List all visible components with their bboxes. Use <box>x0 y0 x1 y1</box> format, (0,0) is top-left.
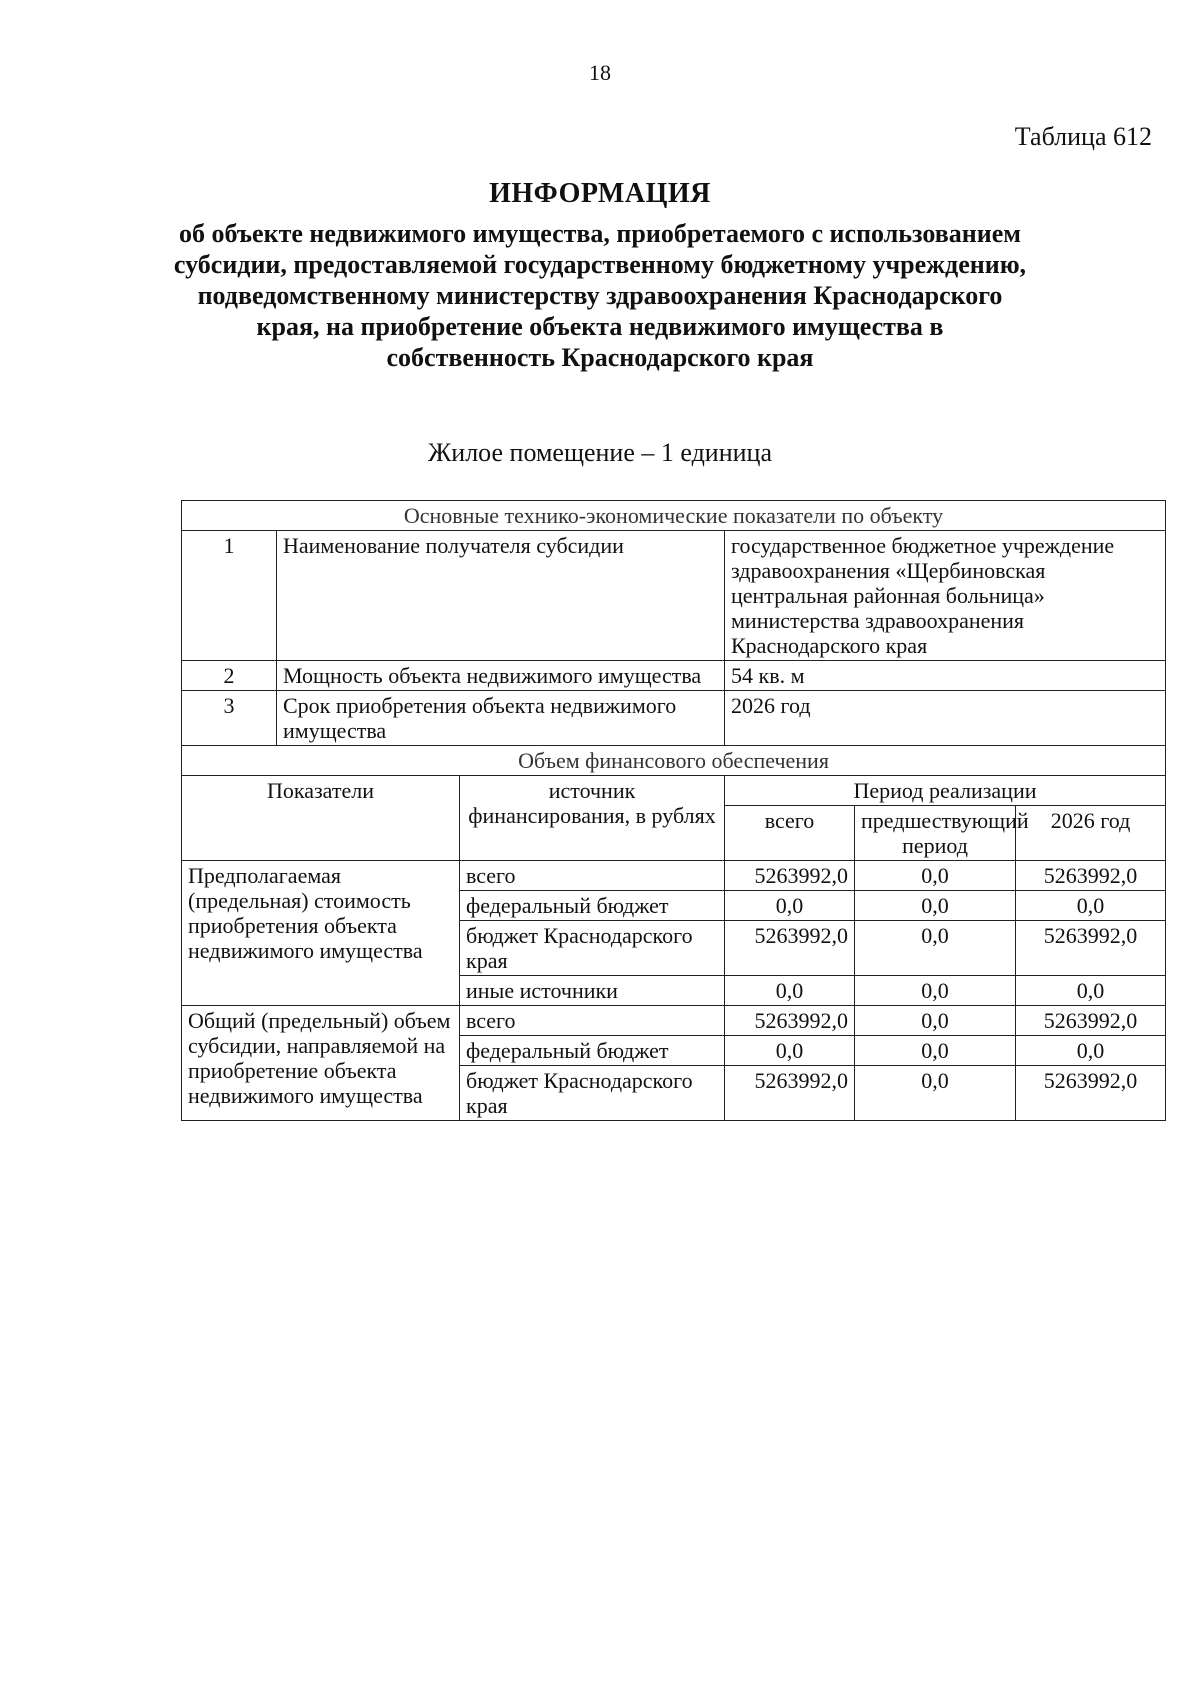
table-row <box>182 661 1166 691</box>
row-name: Срок приобретения объекта недвижимого имущества <box>277 691 725 746</box>
row-value: государственное бюджетное учреждение здравоохранения «Щербиновская центральная районная больница» министерства здравоохранения Краснодарского края <box>725 531 1166 661</box>
col-year-header: 2026 год <box>1016 806 1166 861</box>
previous-cell: 0,0 <box>855 891 1016 921</box>
source-cell: всего <box>460 1006 725 1036</box>
source-cell: бюджет Краснодарского края <box>460 1066 725 1121</box>
total-cell: 0,0 <box>725 891 855 921</box>
header-row <box>182 776 1166 806</box>
col-total-header: всего <box>725 806 855 861</box>
col-period-header: Период реализации <box>725 776 1166 806</box>
table-row <box>182 1006 1166 1036</box>
previous-cell: 0,0 <box>855 1006 1016 1036</box>
document-title: ИНФОРМАЦИЯ <box>489 178 711 209</box>
source-cell: бюджет Краснодарского края <box>460 921 725 976</box>
row-number: 1 <box>182 531 277 661</box>
section2-header: Объем финансового обеспечения <box>182 746 1166 776</box>
total-cell: 5263992,0 <box>725 921 855 976</box>
year-cell: 5263992,0 <box>1016 1066 1166 1121</box>
total-cell: 5263992,0 <box>725 1066 855 1121</box>
total-cell: 0,0 <box>725 1036 855 1066</box>
group-label: Предполагаемая (предельная) стоимость приобретения объекта недвижимого имущества <box>182 861 460 1006</box>
year-cell: 0,0 <box>1016 1036 1166 1066</box>
previous-cell: 0,0 <box>855 976 1016 1006</box>
row-value: 2026 год <box>725 691 1166 746</box>
info-table <box>181 500 1166 1121</box>
previous-cell: 0,0 <box>855 1066 1016 1121</box>
table-row <box>182 691 1166 746</box>
year-cell: 0,0 <box>1016 891 1166 921</box>
section-header-row <box>182 746 1166 776</box>
section1-header: Основные технико-экономические показатели по объекту <box>182 501 1166 531</box>
document-subtitle: об объекте недвижимого имущества, приобретаемого с использованием субсидии, предоставляемой государственному бюджетному учреждению, подведомственному министерству здравоохранения Краснодарского края, на приобретение объекта недвижимого имущества в собственность Краснодарского края <box>173 219 1027 372</box>
col-indicators-header: Показатели <box>182 776 460 861</box>
source-cell: федеральный бюджет <box>460 891 725 921</box>
table-label: Таблица 612 <box>1014 122 1152 151</box>
year-cell: 0,0 <box>1016 976 1166 1006</box>
col-source-header: источник финансирования, в рублях <box>460 776 725 861</box>
page-number: 18 <box>589 60 611 85</box>
total-cell: 0,0 <box>725 976 855 1006</box>
source-cell: федеральный бюджет <box>460 1036 725 1066</box>
table-row <box>182 861 1166 891</box>
group-label: Общий (предельный) объем субсидии, направляемой на приобретение объекта недвижимого имущества <box>182 1006 460 1121</box>
year-cell: 5263992,0 <box>1016 921 1166 976</box>
row-number: 2 <box>182 661 277 691</box>
previous-cell: 0,0 <box>855 921 1016 976</box>
table-row <box>182 531 1166 661</box>
row-name: Мощность объекта недвижимого имущества <box>277 661 725 691</box>
row-number: 3 <box>182 691 277 746</box>
source-cell: иные источники <box>460 976 725 1006</box>
year-cell: 5263992,0 <box>1016 1006 1166 1036</box>
section-header-row <box>182 501 1166 531</box>
source-cell: всего <box>460 861 725 891</box>
total-cell: 5263992,0 <box>725 861 855 891</box>
previous-cell: 0,0 <box>855 1036 1016 1066</box>
year-cell: 5263992,0 <box>1016 861 1166 891</box>
object-description: Жилое помещение – 1 единица <box>427 438 772 467</box>
previous-cell: 0,0 <box>855 861 1016 891</box>
col-previous-header: предшествующий период <box>855 806 1016 861</box>
total-cell: 5263992,0 <box>725 1006 855 1036</box>
row-name: Наименование получателя субсидии <box>277 531 725 661</box>
row-value: 54 кв. м <box>725 661 1166 691</box>
